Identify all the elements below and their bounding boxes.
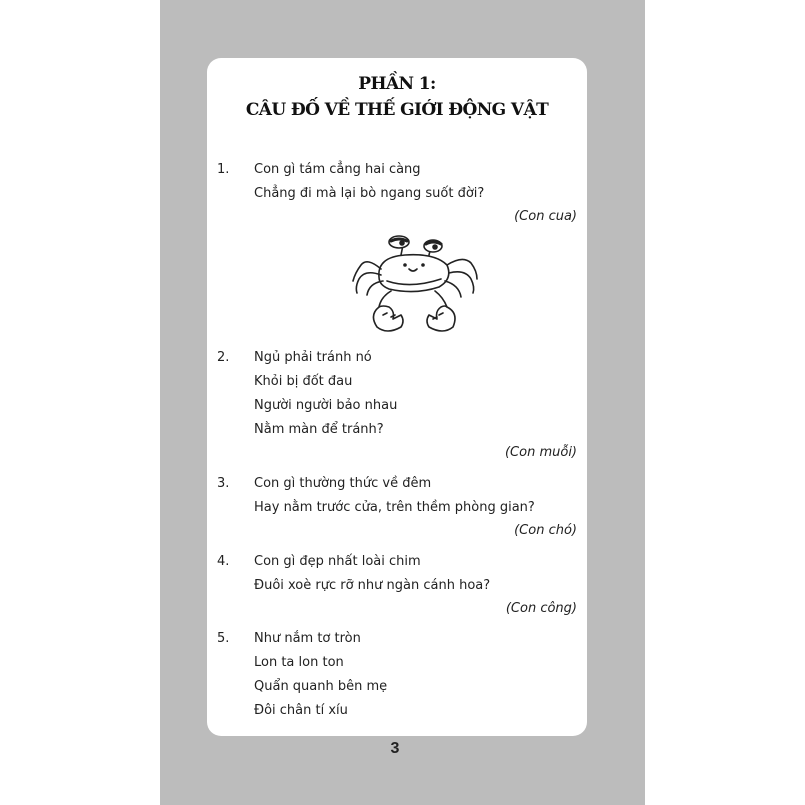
riddle-number: 4. <box>217 554 230 569</box>
riddle-line: Khỏi bị đốt đau <box>254 374 353 389</box>
riddle-answer: (Con cua) <box>514 209 577 224</box>
riddle-line: Quẩn quanh bên mẹ <box>254 679 388 694</box>
riddle-number: 5. <box>217 631 230 646</box>
riddle-answer: (Con chó) <box>514 523 577 538</box>
riddle-line: Ngủ phải tránh nó <box>254 350 372 365</box>
riddle-line: Chẳng đi mà lại bò ngang suốt đời? <box>254 186 485 201</box>
riddle-line: Như nắm tơ tròn <box>254 631 361 646</box>
riddle-line: Lon ta lon ton <box>254 655 344 670</box>
riddle-line: Người người bảo nhau <box>254 398 398 413</box>
riddle-line: Đuôi xoè rực rỡ như ngàn cánh hoa? <box>254 578 491 593</box>
page-number: 3 <box>390 740 400 757</box>
section-title: PHẦN 1: <box>358 74 436 94</box>
page-card <box>207 58 587 736</box>
riddle-line: Con gì thường thức về đêm <box>254 476 432 491</box>
riddle-line: Nằm màn để tránh? <box>254 422 384 437</box>
section-subtitle: CÂU ĐỐ VỀ THẾ GIỚI ĐỘNG VẬT <box>245 100 549 120</box>
riddle-number: 1. <box>217 162 230 177</box>
riddle-line: Hay nằm trước cửa, trên thềm phòng gian? <box>254 500 535 515</box>
riddle-number: 2. <box>217 350 230 365</box>
riddle-line: Con gì đẹp nhất loài chim <box>254 554 421 569</box>
riddle-number: 3. <box>217 476 230 491</box>
crab-icon <box>347 235 483 335</box>
riddle-line: Con gì tám cẳng hai càng <box>254 162 421 177</box>
riddle-line: Đôi chân tí xíu <box>254 703 348 718</box>
riddle-answer: (Con công) <box>505 601 577 616</box>
riddle-answer: (Con muỗi) <box>504 445 577 460</box>
